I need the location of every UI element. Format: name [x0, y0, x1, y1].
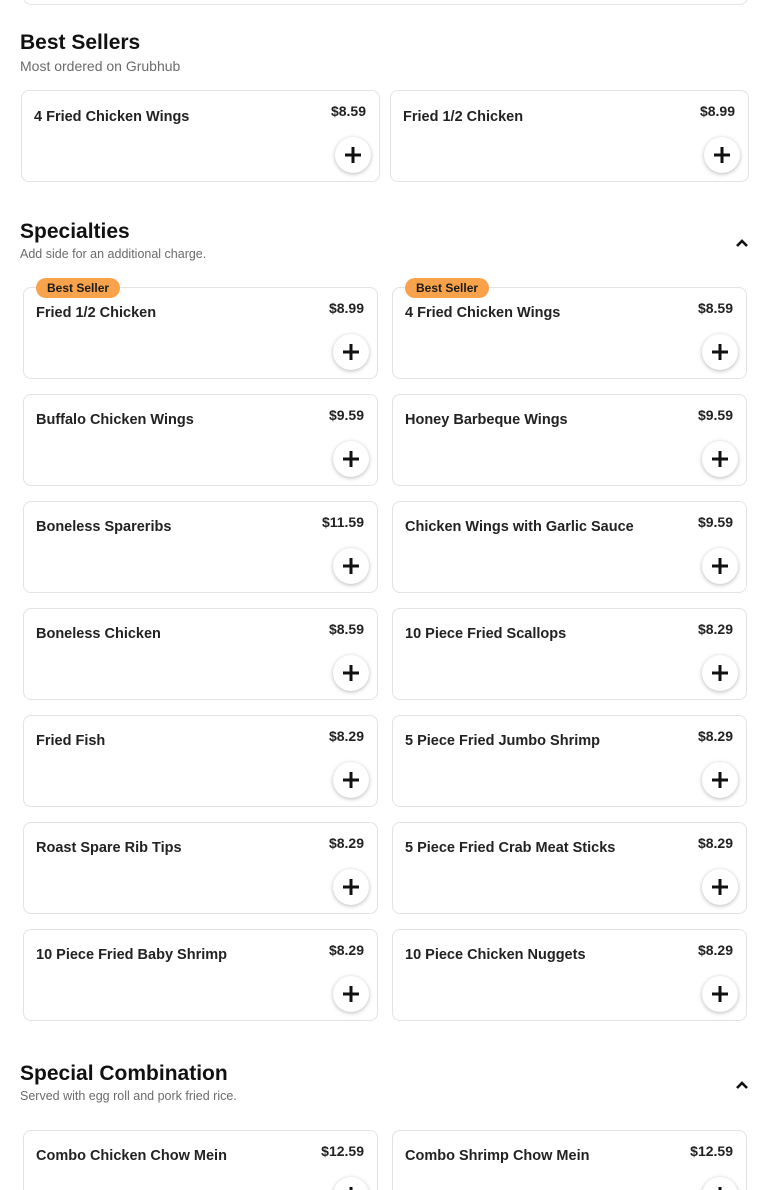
- menu-item-card[interactable]: [23, 929, 378, 1021]
- add-item-button[interactable]: [333, 1177, 369, 1190]
- menu-item-card[interactable]: [23, 715, 378, 807]
- item-price: $8.99: [328, 300, 364, 316]
- item-price: $12.59: [690, 1143, 733, 1159]
- item-price: $8.29: [328, 728, 364, 744]
- plus-icon: [711, 771, 729, 789]
- item-name: 4 Fried Chicken Wings: [34, 109, 190, 125]
- item-price: $8.59: [330, 103, 366, 119]
- plus-icon: [342, 985, 360, 1003]
- plus-icon: [711, 450, 729, 468]
- plus-icon: [711, 664, 729, 682]
- plus-icon: [342, 557, 360, 575]
- item-name: Honey Barbeque Wings: [405, 412, 568, 428]
- item-name: Fried 1/2 Chicken: [403, 109, 524, 125]
- specialties-subtitle: Add side for an additional charge.: [20, 247, 207, 261]
- item-price: $11.59: [321, 514, 364, 530]
- menu-item-card[interactable]: [23, 281, 378, 379]
- plus-icon: [342, 343, 360, 361]
- chevron-up-icon: [735, 238, 749, 248]
- item-price: $8.29: [697, 942, 733, 958]
- add-item-button[interactable]: [702, 548, 738, 584]
- plus-icon: [711, 878, 729, 896]
- plus-icon: [713, 146, 731, 164]
- plus-icon: [342, 878, 360, 896]
- plus-icon: [342, 450, 360, 468]
- item-price: $9.59: [697, 514, 733, 530]
- menu-item-card[interactable]: [23, 394, 378, 486]
- plus-icon: [344, 146, 362, 164]
- menu-item-card[interactable]: [23, 1130, 378, 1190]
- menu-item-card[interactable]: [392, 281, 747, 379]
- menu-item-card[interactable]: [392, 1130, 747, 1190]
- best-seller-badge: Best Seller: [405, 278, 489, 298]
- best-seller-badge: Best Seller: [36, 278, 120, 298]
- previous-section-card: [22, 0, 749, 5]
- plus-icon: [342, 664, 360, 682]
- item-name: Fried 1/2 Chicken: [36, 305, 157, 321]
- menu-item-card[interactable]: [392, 501, 747, 593]
- best-sellers-title: Best Sellers: [20, 31, 141, 54]
- plus-icon: [342, 1186, 360, 1190]
- plus-icon: [342, 771, 360, 789]
- add-item-button[interactable]: [333, 548, 369, 584]
- item-price: $8.59: [697, 300, 733, 316]
- item-name: 10 Piece Fried Baby Shrimp: [36, 947, 227, 963]
- menu-item-card[interactable]: [23, 608, 378, 700]
- item-name: Boneless Spareribs: [36, 519, 172, 535]
- item-name: Chicken Wings with Garlic Sauce: [405, 519, 634, 535]
- add-item-button[interactable]: [702, 869, 738, 905]
- item-name: Buffalo Chicken Wings: [36, 412, 194, 428]
- menu-item-card[interactable]: [392, 822, 747, 914]
- menu-item-card[interactable]: [23, 822, 378, 914]
- item-name: Boneless Chicken: [36, 626, 161, 642]
- specialties-title: Specialties: [20, 220, 130, 243]
- special-combination-title: Special Combination: [20, 1062, 228, 1085]
- best-sellers-subtitle: Most ordered on Grubhub: [20, 58, 181, 74]
- add-item-button[interactable]: [333, 334, 369, 370]
- add-item-button[interactable]: [702, 1177, 738, 1190]
- item-price: $8.29: [697, 621, 733, 637]
- add-item-button[interactable]: [335, 137, 371, 173]
- item-price: $8.29: [328, 942, 364, 958]
- plus-icon: [711, 557, 729, 575]
- add-item-button[interactable]: [704, 137, 740, 173]
- item-price: $8.29: [328, 835, 364, 851]
- collapse-special-combination-button[interactable]: [733, 1076, 751, 1094]
- add-item-button[interactable]: [702, 334, 738, 370]
- collapse-specialties-button[interactable]: [733, 234, 751, 252]
- item-price: $8.29: [697, 835, 733, 851]
- item-price: $9.59: [697, 407, 733, 423]
- item-price: $8.99: [699, 103, 735, 119]
- menu-item-card[interactable]: [23, 501, 378, 593]
- item-name: 5 Piece Fried Jumbo Shrimp: [405, 733, 600, 749]
- item-price: $8.59: [328, 621, 364, 637]
- plus-icon: [711, 1186, 729, 1190]
- menu-item-card[interactable]: [392, 929, 747, 1021]
- add-item-button[interactable]: [702, 976, 738, 1012]
- plus-icon: [711, 985, 729, 1003]
- item-name: Combo Shrimp Chow Mein: [405, 1148, 590, 1164]
- menu-item-card[interactable]: [392, 715, 747, 807]
- add-item-button[interactable]: [333, 869, 369, 905]
- item-name: Combo Chicken Chow Mein: [36, 1148, 227, 1164]
- add-item-button[interactable]: [333, 762, 369, 798]
- item-name: 10 Piece Fried Scallops: [405, 626, 567, 642]
- plus-icon: [711, 343, 729, 361]
- item-price: $8.29: [697, 728, 733, 744]
- item-price: $9.59: [328, 407, 364, 423]
- item-price: $12.59: [321, 1143, 364, 1159]
- add-item-button[interactable]: [333, 976, 369, 1012]
- add-item-button[interactable]: [702, 762, 738, 798]
- menu-item-card[interactable]: [392, 608, 747, 700]
- item-name: Fried Fish: [36, 733, 106, 749]
- add-item-button[interactable]: [702, 441, 738, 477]
- menu-item-card[interactable]: [392, 394, 747, 486]
- item-name: Roast Spare Rib Tips: [36, 840, 182, 856]
- menu-item-card[interactable]: [21, 90, 380, 182]
- menu-item-card[interactable]: [390, 90, 749, 182]
- item-name: 5 Piece Fried Crab Meat Sticks: [405, 840, 616, 856]
- add-item-button[interactable]: [333, 441, 369, 477]
- item-name: 4 Fried Chicken Wings: [405, 305, 561, 321]
- add-item-button[interactable]: [702, 655, 738, 691]
- item-name: 10 Piece Chicken Nuggets: [405, 947, 586, 963]
- add-item-button[interactable]: [333, 655, 369, 691]
- chevron-up-icon: [735, 1080, 749, 1090]
- special-combination-subtitle: Served with egg roll and pork fried rice.: [20, 1089, 237, 1103]
